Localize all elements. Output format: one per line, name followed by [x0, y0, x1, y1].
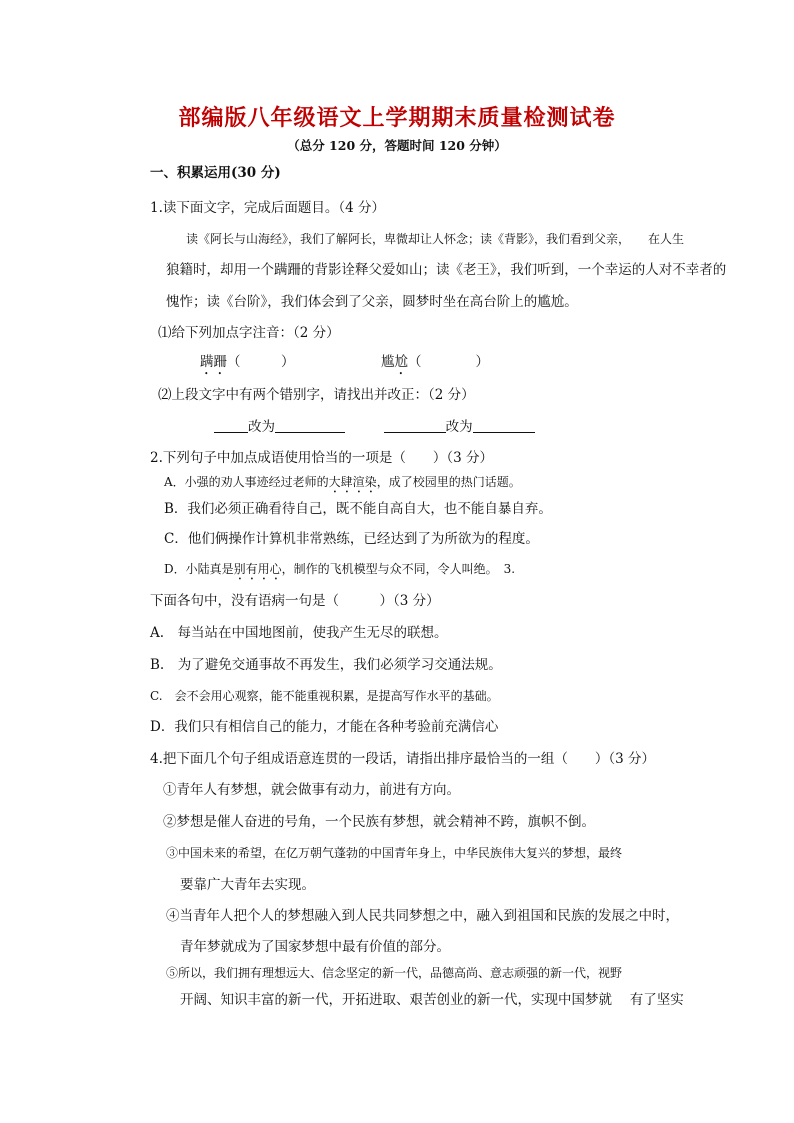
q1-sub2-answer-row — [214, 418, 535, 436]
page-title: 部编版八年级语文上学期期末质量检测试卷 — [178, 105, 616, 131]
q1-passage-line-2: 狼籍时，却用一个蹒跚的背影诠释父爱如山；读《老王》，我们听到，一个幸运的人对不幸者的 — [166, 262, 727, 278]
section-heading: 一、积累运用(30 分) — [150, 165, 281, 181]
q2-option-c: C．他们俩操作计算机非常熟练，已经达到了为所欲为的程度。 — [164, 531, 539, 547]
q4-sentence-1: ①青年人有梦想，就会做事有动力，前进有方向。 — [163, 782, 460, 798]
q1-sub1-label: ⑴给下列加点字注音：（2 分） — [158, 325, 340, 341]
answer-blank[interactable] — [275, 418, 345, 433]
answer-blank[interactable] — [214, 418, 248, 433]
q1-sub2-label: ⑵上段文字中有两个错别字，请找出并改正：（2 分） — [158, 387, 475, 403]
q1-sub1-word-2a: 尴 — [381, 354, 395, 370]
q4-sentence-4-line-1: ④当青年人把个人的梦想融入到人民共同梦想之中，融入到祖国和民族的发展之中时， — [166, 908, 679, 924]
q2-option-d-text: D．小陆真是 — [164, 562, 234, 576]
q1-passage-line-1: 读《阿长与山海经》，我们了解阿长，卑微却让人怀念；读《背影》，我们看到父亲， 在人生 — [186, 232, 685, 246]
q4-sentence-4-line-2: 青年梦就成为了国家梦想中最有价值的部分。 — [180, 939, 450, 955]
q2-option-d — [164, 560, 515, 583]
q1-sub1-answer-2: （ ） — [408, 354, 489, 370]
question-1-stem: 1.读下面文字，完成后面题目。（4 分） — [150, 200, 386, 216]
q2-option-a-text: A．小强的劝人事迹经过老师的 — [164, 475, 329, 489]
q4-sentence-5-line-2: 开阔、知识丰富的新一代，开拓进取、艰苦创业的新一代，实现中国梦就 有了坚实 — [180, 992, 684, 1008]
q1-sub1-word-1: 蹒跚 — [200, 354, 227, 370]
answer-blank[interactable] — [473, 418, 535, 433]
answer-blank[interactable] — [384, 418, 446, 433]
q3-option-c: C. 会不会用心观察，能不能重视积累，是提高写作水平的基础。 — [150, 689, 499, 703]
q1-sub1-word-2b: 尬 — [394, 354, 408, 370]
q1-sub1-item-1 — [200, 353, 295, 378]
q2-option-a-idiom: 大肆渲染 — [328, 475, 377, 489]
q2-option-d-idiom: 别有用心 — [233, 562, 282, 576]
q4-sentence-2: ②梦想是催人奋进的号角，一个民族有梦想，就会精神不跨，旗帜不倒。 — [163, 814, 595, 830]
question-2-stem: 2.下列句子中加点成语使用恰当的一项是（ ）（3 分） — [150, 450, 494, 466]
q1-sub2-gai-1: 改为 — [248, 419, 275, 435]
q4-sentence-3-line-2: 要靠广大青年去实现。 — [180, 877, 315, 893]
q3-option-a: A. 每当站在中国地图前，使我产生无尽的联想。 — [150, 625, 448, 641]
q2-option-a — [164, 473, 521, 496]
q3-option-d: D．我们只有相信自己的能力，才能在各种考验前充满信心 — [150, 719, 499, 735]
q3-option-b: B. 为了避免交通事故不再发生，我们必须学习交通法规。 — [150, 657, 502, 673]
q2-option-d-rest: ，制作的飞机模型与众不同，令人叫绝。 3. — [281, 562, 516, 576]
q4-sentence-3-line-1: ③中国未来的希望，在亿万朝气蓬勃的中国青年身上，中华民族伟大复兴的梦想，最终 — [166, 846, 623, 860]
q1-sub1-item-2 — [381, 353, 489, 378]
q1-sub1-answer-1: （ ） — [227, 354, 295, 370]
q2-option-a-rest: ，成了校园里的热门话题。 — [376, 475, 521, 489]
question-3-stem: 下面各句中，没有语病一句是（ ）（3 分） — [150, 593, 440, 609]
q2-option-b: B．我们必须正确看待自己，既不能自高自大，也不能自暴自弃。 — [164, 501, 552, 517]
page-subtitle: （总分 120 分，答题时间 120 分钟） — [287, 138, 507, 153]
q1-sub2-gai-2: 改为 — [445, 419, 473, 435]
q4-sentence-5-line-1: ⑤所以，我们拥有理想远大、信念坚定的新一代，品德高尚、意志顽强的新一代，视野 — [166, 966, 623, 980]
q1-passage-line-3: 愧怍；读《台阶》，我们体会到了父亲，圆梦时坐在高台阶上的尴尬。 — [166, 294, 578, 310]
question-4-stem: 4.把下面几个句子组成语意连贯的一段话，请指出排序最恰当的一组（ ）（3 分） — [150, 751, 656, 767]
